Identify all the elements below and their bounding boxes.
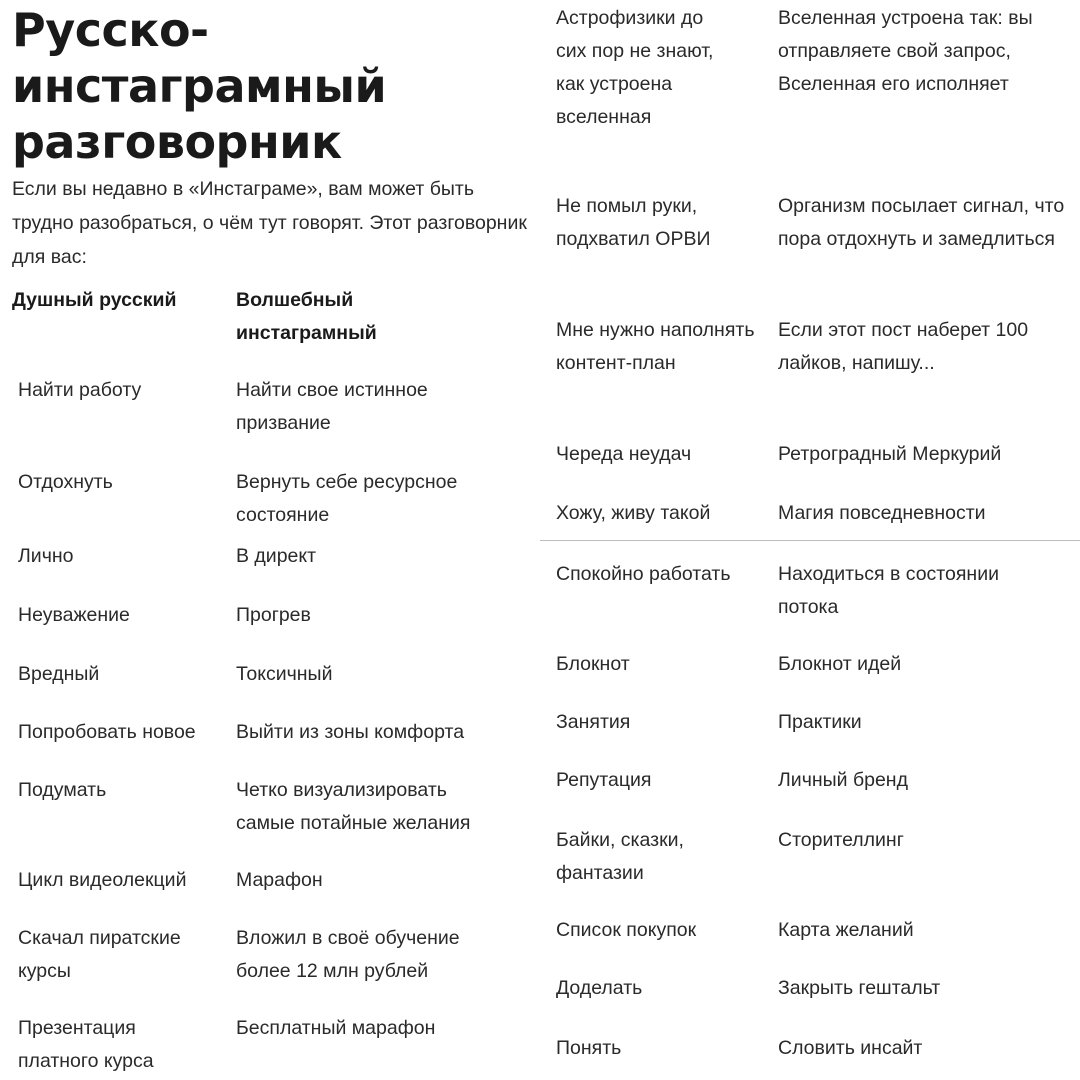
- right-instagram-cell: Блокнот идей: [778, 653, 902, 675]
- right-instagram-cell: Карта желаний: [778, 919, 914, 941]
- right-russian-cell: Байки, сказки, фантазии: [556, 829, 684, 884]
- section-divider: [540, 540, 1080, 541]
- left-russian-cell: Подумать: [18, 779, 107, 801]
- right-instagram-cell: Ретроградный Меркурий: [778, 443, 1002, 465]
- left-instagram-cell: Вернуть себе ресурсное состояние: [236, 471, 458, 526]
- right-russian-cell: Астрофизики до сих пор не знают, как устроена вселенная: [556, 7, 714, 128]
- left-instagram-cell: Четко визуализировать самые потайные желания: [236, 779, 471, 834]
- left-russian-cell: Вредный: [18, 663, 100, 685]
- right-russian-cell: Понять: [556, 1037, 622, 1059]
- right-russian-cell: Спокойно работать: [556, 563, 731, 585]
- left-instagram-cell: Токсичный: [236, 663, 333, 685]
- right-russian-cell: Репутация: [556, 769, 652, 791]
- left-instagram-cell: Найти свое истинное призвание: [236, 379, 428, 434]
- right-instagram-cell: Практики: [778, 711, 862, 733]
- left-russian-cell: Найти работу: [18, 379, 142, 401]
- right-instagram-cell: Вселенная устроена так: вы отправляете свой запрос, Вселенная его исполняет: [778, 7, 1033, 95]
- right-russian-cell: Не помыл руки, подхватил ОРВИ: [556, 195, 711, 250]
- left-russian-cell: Отдохнуть: [18, 471, 113, 493]
- left-russian-cell: Презентация платного курса: [18, 1017, 154, 1072]
- page-title: [12, 2, 532, 170]
- left-instagram-cell: Вложил в своё обучение более 12 млн рублей: [236, 927, 460, 982]
- right-instagram-cell: Организм посылает сигнал, что пора отдохнуть и замедлиться: [778, 195, 1065, 250]
- right-russian-cell: Мне нужно наполнять контент-план: [556, 319, 755, 374]
- right-instagram-cell: Магия повседневности: [778, 502, 986, 524]
- header-russian: Душный русский: [12, 289, 177, 311]
- right-russian-cell: Хожу, живу такой: [556, 502, 711, 524]
- left-instagram-cell: В директ: [236, 545, 317, 567]
- right-russian-cell: Доделать: [556, 977, 643, 999]
- right-instagram-cell: Сторителлинг: [778, 829, 904, 851]
- left-russian-cell: Неуважение: [18, 604, 130, 626]
- title-line: инстаграмный: [12, 59, 387, 113]
- right-instagram-cell: Словить инсайт: [778, 1037, 923, 1059]
- intro-text: Если вы недавно в «Инстаграме», вам может быть трудно разобраться, о чём тут говорят. Этот разговорник для вас:: [12, 178, 527, 268]
- left-instagram-cell: Марафон: [236, 869, 323, 891]
- right-russian-cell: Список покупок: [556, 919, 697, 941]
- right-instagram-cell: Личный бренд: [778, 769, 908, 791]
- right-russian-cell: Череда неудач: [556, 443, 692, 465]
- right-instagram-cell: Если этот пост наберет 100 лайков, напишу...: [778, 319, 1029, 374]
- title-line: Русско-: [12, 3, 209, 57]
- header-instagram: Волшебный инстаграмный: [236, 289, 377, 344]
- right-russian-cell: Занятия: [556, 711, 631, 733]
- left-russian-cell: Цикл видеолекций: [18, 869, 187, 891]
- left-instagram-cell: Выйти из зоны комфорта: [236, 721, 465, 743]
- title-line: разговорник: [12, 115, 342, 169]
- left-instagram-cell: Прогрев: [236, 604, 311, 626]
- right-instagram-cell: Находиться в состоянии потока: [778, 563, 999, 618]
- right-instagram-cell: Закрыть гештальт: [778, 977, 941, 999]
- left-russian-cell: Скачал пиратские курсы: [18, 927, 181, 982]
- right-russian-cell: Блокнот: [556, 653, 630, 675]
- left-instagram-cell: Бесплатный марафон: [236, 1017, 436, 1039]
- left-russian-cell: Попробовать новое: [18, 721, 196, 743]
- left-russian-cell: Лично: [18, 545, 74, 567]
